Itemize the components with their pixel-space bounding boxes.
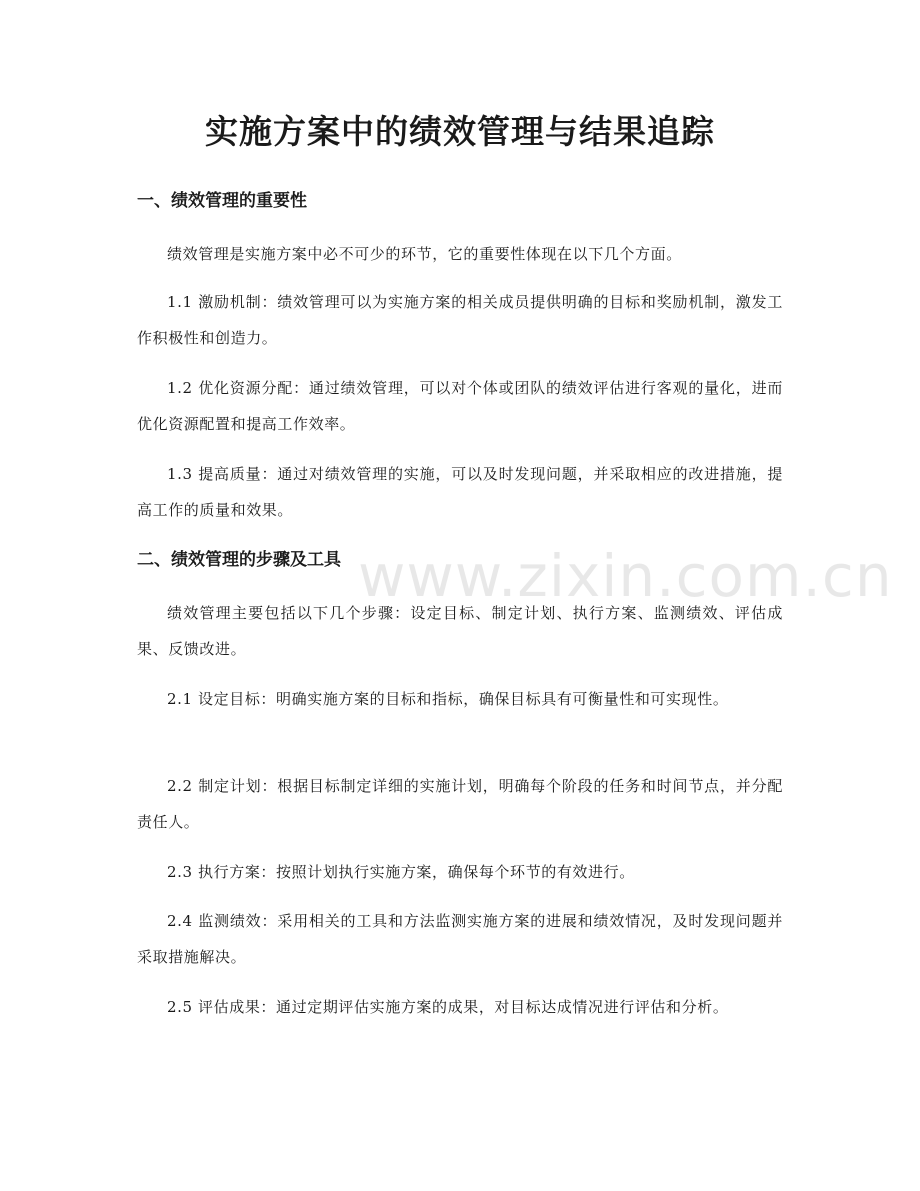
watermark-text: www.zixin.com.cn	[358, 542, 893, 610]
paragraph-evaluate-results: 2.5 评估成果：通过定期评估实施方案的成果，对目标达成情况进行评估和分析。	[167, 998, 729, 1016]
section-heading-importance: 一、绩效管理的重要性	[137, 191, 307, 211]
paragraph-execute-plan: 2.3 执行方案：按照计划执行实施方案，确保每个环节的有效进行。	[167, 863, 635, 881]
paragraph-make-plan: 2.2 制定计划：根据目标制定详细的实施计划，明确每个阶段的任务和时间节点，并分配责任人。	[137, 777, 783, 831]
paragraph-resource-allocation: 1.2 优化资源分配：通过绩效管理，可以对个体或团队的绩效评估进行客观的量化，进而优化资源配置和提高工作效率。	[137, 379, 783, 433]
document-title: 实施方案中的绩效管理与结果追踪	[205, 112, 715, 151]
paragraph-set-goals: 2.1 设定目标：明确实施方案的目标和指标，确保目标具有可衡量性和可实现性。	[167, 690, 729, 708]
section-heading-steps-tools: 二、绩效管理的步骤及工具	[137, 550, 341, 570]
paragraph-quality: 1.3 提高质量：通过对绩效管理的实施，可以及时发现问题，并采取相应的改进措施，提高工作的质量和效果。	[137, 465, 783, 519]
paragraph-monitor-performance: 2.4 监测绩效：采用相关的工具和方法监测实施方案的进展和绩效情况，及时发现问题并采取措施解决。	[137, 912, 783, 966]
paragraph-intro-importance: 绩效管理是实施方案中必不可少的环节，它的重要性体现在以下几个方面。	[167, 245, 682, 263]
paragraph-incentive: 1.1 激励机制：绩效管理可以为实施方案的相关成员提供明确的目标和奖励机制，激发工作积极性和创造力。	[137, 293, 783, 347]
paragraph-intro-steps: 绩效管理主要包括以下几个步骤：设定目标、制定计划、执行方案、监测绩效、评估成果、反馈改进。	[137, 604, 783, 658]
